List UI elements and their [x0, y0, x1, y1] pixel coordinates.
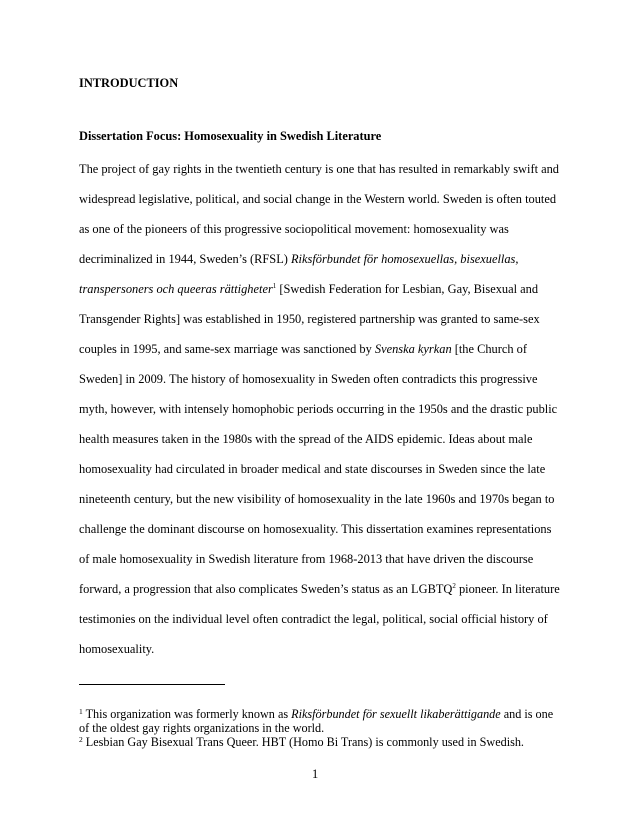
body-line: nineteenth century, but the new visibility of homosexuality in the late 1960s and 1970s began to [79, 492, 555, 506]
body-text: pioneer. In literature [455, 582, 560, 596]
footnote-marker[interactable]: 2 [452, 582, 456, 590]
body-text: couples in 1995, and same-sex marriage was sanctioned by [79, 342, 375, 356]
chapter-heading: INTRODUCTION [79, 76, 179, 90]
body-text: [Swedish Federation for Lesbian, Gay, Bisexual and [276, 282, 539, 296]
body-line [79, 281, 538, 297]
footnote-text: This organization was formerly known as [82, 707, 292, 721]
footnote-number: 2 [79, 735, 83, 744]
body-line [79, 341, 527, 357]
body-line: homosexuality had circulated in broader medical and state discourses in Sweden since the late [79, 462, 546, 476]
body-text: [the Church of [451, 342, 527, 356]
footnote-1-continued: of the oldest gay rights organizations in the world. [79, 721, 325, 735]
body-text: decriminalized in 1944, Sweden’s (RFSL) [79, 252, 291, 266]
body-line: as one of the pioneers of this progressive sociopolitical movement: homosexuality was [79, 222, 509, 236]
footnote-marker[interactable]: 1 [272, 282, 277, 290]
footnote-italic: Riksförbundet för sexuellt likaberättigande [291, 707, 501, 721]
organization-name-italic: transpersoners och queeras rättigheter [79, 282, 273, 296]
body-line: widespread legislative, political, and social change in the Western world. Sweden is often touted [79, 192, 557, 206]
body-line: challenge the dominant discourse on homosexuality. This dissertation examines representations [79, 522, 552, 536]
page-number: 1 [312, 767, 319, 781]
body-line: myth, however, with intensely homophobic periods occurring in the 1950s and the drastic public [79, 402, 558, 416]
body-line [79, 581, 560, 597]
footnote-divider [79, 684, 225, 685]
footnote-2 [79, 735, 524, 749]
footnote-1 [79, 707, 553, 721]
body-line: homosexuality. [79, 642, 155, 656]
organization-name-italic: Riksförbundet för homosexuellas, bisexuellas, [290, 252, 519, 266]
body-line: health measures taken in the 1980s with the spread of the AIDS epidemic. Ideas about male [79, 432, 533, 446]
body-text: forward, a progression that also complicates Sweden’s status as an LGBTQ [79, 582, 453, 596]
body-line [79, 251, 518, 267]
body-line: of male homosexuality in Swedish literature from 1968-2013 that have driven the discourse [79, 552, 534, 566]
footnote-text: and is one [500, 707, 554, 721]
body-line: testimonies on the individual level often contradict the legal, political, social official history of [79, 612, 548, 626]
body-line: Transgender Rights] was established in 1950, registered partnership was granted to same-sex [79, 312, 540, 326]
body-line: Sweden] in 2009. The history of homosexuality in Sweden often contradicts this progressive [79, 372, 538, 386]
footnote-number: 1 [79, 707, 83, 716]
church-name-italic: Svenska kyrkan [374, 342, 452, 356]
footnote-text: Lesbian Gay Bisexual Trans Queer. HBT (Homo Bi Trans) is commonly used in Swedish. [82, 735, 524, 749]
body-line: The project of gay rights in the twentieth century is one that has resulted in remarkably swift and [79, 162, 559, 176]
section-heading: Dissertation Focus: Homosexuality in Swedish Literature [79, 129, 382, 143]
